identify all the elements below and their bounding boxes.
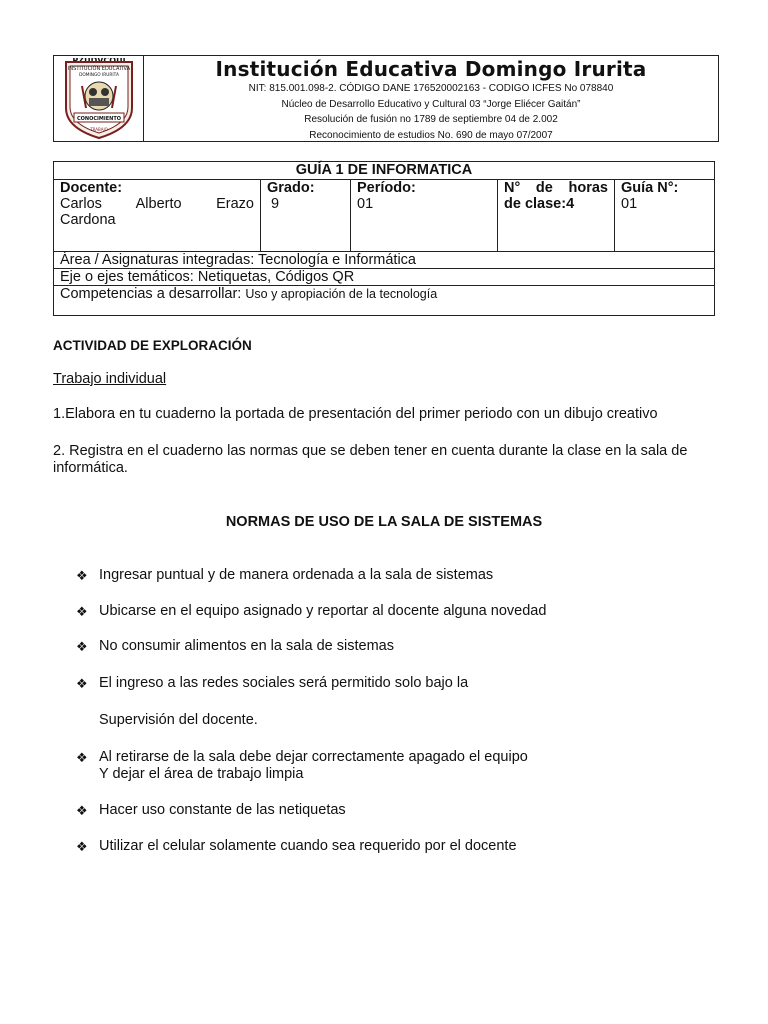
norm-text: El ingreso a las redes sociales será permitido solo bajo la <box>99 675 469 691</box>
diamond-bullet-icon: ❖ <box>76 676 88 691</box>
norm-text: Ingresar puntual y de manera ordenada a la sala de sistemas <box>99 567 494 583</box>
diamond-bullet-icon: ❖ <box>76 803 88 818</box>
institution-info <box>144 56 718 143</box>
guide-title: GUÍA 1 DE INFORMATICA <box>54 162 715 180</box>
guide-table <box>53 161 715 316</box>
institution-nucleo: Núcleo de Desarrollo Educativo y Cultural 03 “Jorge Eliécer Gaitán” <box>281 98 581 110</box>
diamond-bullet-icon: ❖ <box>76 839 88 854</box>
norm-text: Supervisión del docente. <box>99 712 258 728</box>
competencias-row <box>54 286 715 316</box>
grado-value: 9 <box>267 196 280 212</box>
diamond-bullet-icon: ❖ <box>76 639 88 654</box>
institution-reconocimiento: Reconocimiento de estudios No. 690 de mayo 07/2007 <box>309 129 553 141</box>
institution-logo <box>54 56 144 142</box>
periodo-label: Período: <box>357 180 416 196</box>
docente-label: Docente: <box>60 180 123 196</box>
logo-band-text: CONOCIMIENTO <box>77 116 121 122</box>
periodo-value: 01 <box>357 196 374 212</box>
horas-cell <box>498 180 615 252</box>
horas-label-line1: N° de horas <box>504 180 608 196</box>
horas-label-line2: de clase:4 <box>504 196 575 212</box>
activity-item-2: 2. Registra en el cuaderno las normas que se deben tener en cuenta durante la clase en la sala de informática. <box>53 443 688 476</box>
logo-top-text: INSTITUCIÓN EDUCATIVA <box>67 66 131 72</box>
activity-subtitle: Trabajo individual <box>53 371 167 387</box>
school-crest-icon <box>58 58 140 140</box>
norm-text: Utilizar el celular solamente cuando sea requerido por el docente <box>99 838 517 854</box>
guia-label: Guía N°: <box>621 180 679 196</box>
logo-name-text: DOMINGO IRURITA <box>79 73 119 78</box>
norm-text: Hacer uso constante de las netiquetas <box>99 802 346 818</box>
eje-row: Eje o ejes temáticos: Netiquetas, Códigos QR <box>54 269 715 286</box>
logo-bottom-text: TRABAJO <box>90 127 108 132</box>
diamond-bullet-icon: ❖ <box>76 568 88 583</box>
diamond-bullet-icon: ❖ <box>76 604 88 619</box>
competencias-label: Competencias a desarrollar: <box>60 286 246 302</box>
activity-item-1: 1.Elabora en tu cuaderno la portada de presentación del primer periodo con un dibujo creativo <box>53 406 658 422</box>
institution-header <box>53 55 719 142</box>
guia-cell <box>615 180 715 252</box>
institution-resolucion: Resolución de fusión no 1789 de septiembre 04 de 2.002 <box>304 114 558 125</box>
area-row: Área / Asignaturas integradas: Tecnología e Informática <box>54 252 715 269</box>
institution-nit: NIT: 815.001.098-2. CÓDIGO DANE 176520002163 - CODIGO ICFES No 078840 <box>248 83 614 94</box>
guia-value: 01 <box>621 196 638 212</box>
periodo-cell <box>351 180 498 252</box>
institution-title: Institución Educativa Domingo Irurita <box>215 57 647 81</box>
docente-value-line1: Carlos Alberto Erazo <box>60 196 254 212</box>
docente-value-line2: Cardona <box>60 212 116 228</box>
norm-text: Ubicarse en el equipo asignado y reportar al docente alguna novedad <box>99 603 547 619</box>
norm-text: No consumir alimentos en la sala de sistemas <box>99 638 394 654</box>
diamond-bullet-icon: ❖ <box>76 750 88 765</box>
activity-title: ACTIVIDAD DE EXPLORACIÓN <box>53 338 252 353</box>
grado-cell <box>261 180 351 252</box>
competencias-value: Uso y apropiación de la tecnología <box>245 287 438 301</box>
grado-label: Grado: <box>267 180 315 196</box>
norms-title: NORMAS DE USO DE LA SALA DE SISTEMAS <box>225 514 543 530</box>
docente-cell <box>54 180 261 252</box>
norm-text: Al retirarse de la sala debe dejar correctamente apagado el equipo Y dejar el área de trabajo limpia <box>99 749 528 782</box>
